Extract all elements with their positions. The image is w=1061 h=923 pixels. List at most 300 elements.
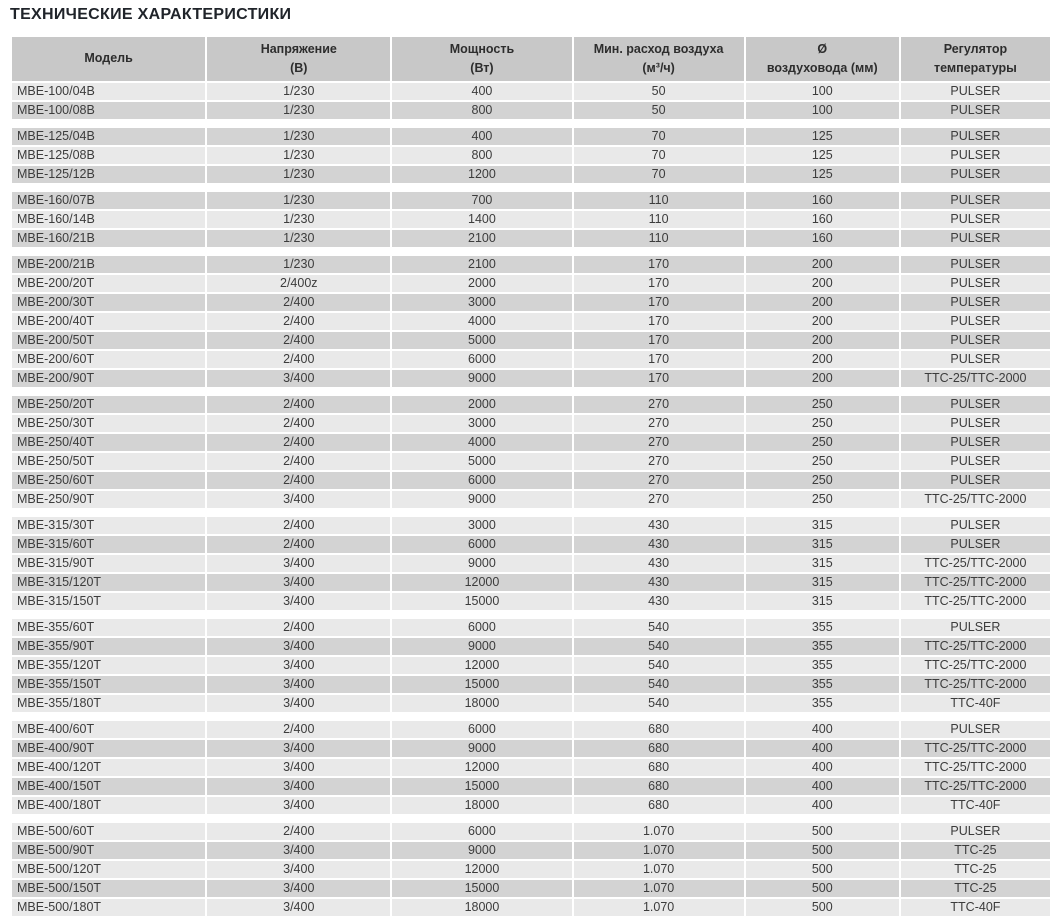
airflow-cell: 540 xyxy=(574,619,744,636)
group-separator xyxy=(12,612,1050,617)
table-row xyxy=(12,434,1050,451)
power-cell: 1400 xyxy=(392,211,571,228)
power-cell: 700 xyxy=(392,192,571,209)
power-cell: 12000 xyxy=(392,657,571,674)
airflow-cell: 430 xyxy=(574,517,744,534)
model-cell: MBE-355/120T xyxy=(12,657,205,674)
model-cell: MBE-200/60T xyxy=(12,351,205,368)
airflow-cell: 430 xyxy=(574,574,744,591)
power-cell: 15000 xyxy=(392,778,571,795)
table-row xyxy=(12,842,1050,859)
table-row xyxy=(12,491,1050,508)
table-row xyxy=(12,619,1050,636)
table-row xyxy=(12,396,1050,413)
airflow-cell: 1.070 xyxy=(574,823,744,840)
voltage-cell: 1/230 xyxy=(207,256,390,273)
group-separator xyxy=(12,249,1050,254)
table-row xyxy=(12,778,1050,795)
power-cell: 12000 xyxy=(392,574,571,591)
power-cell: 6000 xyxy=(392,823,571,840)
model-cell: MBE-125/04B xyxy=(12,128,205,145)
model-cell: MBE-200/30T xyxy=(12,294,205,311)
power-cell: 15000 xyxy=(392,880,571,897)
table-row xyxy=(12,759,1050,776)
duct-diameter-cell: 500 xyxy=(746,899,899,916)
duct-diameter-cell: 315 xyxy=(746,574,899,591)
group-separator-cell xyxy=(12,510,1050,515)
airflow-cell: 540 xyxy=(574,676,744,693)
duct-diameter-cell: 355 xyxy=(746,638,899,655)
model-cell: MBE-315/150T xyxy=(12,593,205,610)
model-cell: MBE-200/20T xyxy=(12,275,205,292)
voltage-cell: 2/400 xyxy=(207,721,390,738)
temp-regulator-cell: PULSER xyxy=(901,517,1050,534)
duct-diameter-cell: 200 xyxy=(746,313,899,330)
temp-regulator-cell: PULSER xyxy=(901,275,1050,292)
temp-regulator-cell: TTC-25 xyxy=(901,880,1050,897)
temp-regulator-cell: TTC-25/TTC-2000 xyxy=(901,759,1050,776)
duct-diameter-cell: 125 xyxy=(746,128,899,145)
voltage-cell: 2/400 xyxy=(207,823,390,840)
model-cell: MBE-500/90T xyxy=(12,842,205,859)
table-row xyxy=(12,370,1050,387)
model-cell: MBE-160/07B xyxy=(12,192,205,209)
voltage-cell: 3/400 xyxy=(207,676,390,693)
temp-regulator-cell: PULSER xyxy=(901,434,1050,451)
model-cell: MBE-200/21B xyxy=(12,256,205,273)
temp-regulator-cell: PULSER xyxy=(901,83,1050,100)
temp-regulator-cell: TTC-25 xyxy=(901,842,1050,859)
power-cell: 12000 xyxy=(392,759,571,776)
temp-regulator-cell: TTC-25 xyxy=(901,861,1050,878)
power-cell: 9000 xyxy=(392,740,571,757)
power-cell: 18000 xyxy=(392,899,571,916)
duct-diameter-cell: 100 xyxy=(746,102,899,119)
temp-regulator-cell: PULSER xyxy=(901,166,1050,183)
voltage-cell: 3/400 xyxy=(207,695,390,712)
duct-diameter-cell: 400 xyxy=(746,778,899,795)
airflow-cell: 270 xyxy=(574,396,744,413)
duct-diameter-cell: 250 xyxy=(746,453,899,470)
model-cell: MBE-160/14B xyxy=(12,211,205,228)
temp-regulator-cell: PULSER xyxy=(901,128,1050,145)
power-cell: 800 xyxy=(392,102,571,119)
table-body xyxy=(12,83,1050,916)
airflow-cell: 170 xyxy=(574,294,744,311)
airflow-cell: 680 xyxy=(574,797,744,814)
power-cell: 2100 xyxy=(392,256,571,273)
group-separator-cell xyxy=(12,249,1050,254)
airflow-cell: 270 xyxy=(574,472,744,489)
model-cell: MBE-400/150T xyxy=(12,778,205,795)
voltage-cell: 3/400 xyxy=(207,797,390,814)
power-cell: 9000 xyxy=(392,555,571,572)
voltage-cell: 1/230 xyxy=(207,230,390,247)
table-row xyxy=(12,880,1050,897)
power-cell: 12000 xyxy=(392,861,571,878)
temp-regulator-cell: PULSER xyxy=(901,453,1050,470)
duct-diameter-cell: 500 xyxy=(746,823,899,840)
power-cell: 800 xyxy=(392,147,571,164)
temp-regulator-cell: TTC-25/TTC-2000 xyxy=(901,740,1050,757)
model-cell: MBE-250/90T xyxy=(12,491,205,508)
duct-diameter-cell: 500 xyxy=(746,880,899,897)
model-cell: MBE-355/150T xyxy=(12,676,205,693)
table-row xyxy=(12,899,1050,916)
airflow-cell: 1.070 xyxy=(574,899,744,916)
power-cell: 400 xyxy=(392,83,571,100)
power-cell: 2100 xyxy=(392,230,571,247)
page-title: ТЕХНИЧЕСКИЕ ХАРАКТЕРИСТИКИ xyxy=(10,6,292,23)
power-cell: 18000 xyxy=(392,695,571,712)
temp-regulator-cell: TTC-25/TTC-2000 xyxy=(901,491,1050,508)
duct-diameter-cell: 200 xyxy=(746,351,899,368)
voltage-cell: 3/400 xyxy=(207,574,390,591)
group-separator-cell xyxy=(12,185,1050,190)
temp-regulator-cell: TTC-25/TTC-2000 xyxy=(901,676,1050,693)
model-cell: MBE-200/50T xyxy=(12,332,205,349)
temp-regulator-cell: TTC-25/TTC-2000 xyxy=(901,574,1050,591)
voltage-cell: 3/400 xyxy=(207,861,390,878)
power-cell: 6000 xyxy=(392,619,571,636)
model-cell: MBE-250/60T xyxy=(12,472,205,489)
airflow-cell: 110 xyxy=(574,211,744,228)
temp-regulator-cell: TTC-25/TTC-2000 xyxy=(901,555,1050,572)
table-row xyxy=(12,823,1050,840)
group-separator xyxy=(12,714,1050,719)
model-cell: MBE-250/50T xyxy=(12,453,205,470)
duct-diameter-cell: 400 xyxy=(746,797,899,814)
group-separator-cell xyxy=(12,612,1050,617)
airflow-cell: 110 xyxy=(574,192,744,209)
table-row xyxy=(12,351,1050,368)
power-cell: 1200 xyxy=(392,166,571,183)
power-cell: 5000 xyxy=(392,332,571,349)
temp-regulator-cell: TTC-40F xyxy=(901,797,1050,814)
temp-regulator-cell: PULSER xyxy=(901,102,1050,119)
duct-diameter-cell: 200 xyxy=(746,294,899,311)
temp-regulator-cell: PULSER xyxy=(901,147,1050,164)
duct-diameter-cell: 315 xyxy=(746,593,899,610)
power-cell: 6000 xyxy=(392,351,571,368)
temp-regulator-cell: PULSER xyxy=(901,472,1050,489)
duct-diameter-cell: 125 xyxy=(746,166,899,183)
duct-diameter-cell: 315 xyxy=(746,555,899,572)
airflow-cell: 170 xyxy=(574,275,744,292)
table-row xyxy=(12,128,1050,145)
airflow-cell: 50 xyxy=(574,102,744,119)
temp-regulator-cell: TTC-40F xyxy=(901,695,1050,712)
model-cell: MBE-355/90T xyxy=(12,638,205,655)
airflow-cell: 170 xyxy=(574,332,744,349)
duct-diameter-cell: 355 xyxy=(746,657,899,674)
power-cell: 9000 xyxy=(392,638,571,655)
model-cell: MBE-250/30T xyxy=(12,415,205,432)
voltage-cell: 2/400 xyxy=(207,294,390,311)
duct-diameter-cell: 355 xyxy=(746,619,899,636)
group-separator xyxy=(12,816,1050,821)
model-cell: MBE-315/30T xyxy=(12,517,205,534)
duct-diameter-cell: 500 xyxy=(746,842,899,859)
voltage-cell: 2/400 xyxy=(207,332,390,349)
table-row xyxy=(12,797,1050,814)
temp-regulator-cell: PULSER xyxy=(901,396,1050,413)
model-cell: MBE-355/60T xyxy=(12,619,205,636)
voltage-cell: 2/400 xyxy=(207,434,390,451)
col-header-min-airflow: Мин. расход воздуха (м³/ч) xyxy=(574,37,744,81)
col-header-power: Мощность (Вт) xyxy=(392,37,571,81)
voltage-cell: 3/400 xyxy=(207,555,390,572)
voltage-cell: 3/400 xyxy=(207,759,390,776)
duct-diameter-cell: 200 xyxy=(746,332,899,349)
table-row xyxy=(12,657,1050,674)
airflow-cell: 540 xyxy=(574,657,744,674)
power-cell: 5000 xyxy=(392,453,571,470)
table-row xyxy=(12,453,1050,470)
airflow-cell: 1.070 xyxy=(574,842,744,859)
temp-regulator-cell: PULSER xyxy=(901,721,1050,738)
voltage-cell: 3/400 xyxy=(207,880,390,897)
table-row xyxy=(12,166,1050,183)
airflow-cell: 430 xyxy=(574,536,744,553)
airflow-cell: 270 xyxy=(574,434,744,451)
model-cell: MBE-315/90T xyxy=(12,555,205,572)
power-cell: 4000 xyxy=(392,434,571,451)
table-row xyxy=(12,332,1050,349)
airflow-cell: 270 xyxy=(574,453,744,470)
model-cell: MBE-250/40T xyxy=(12,434,205,451)
voltage-cell: 1/230 xyxy=(207,211,390,228)
airflow-cell: 680 xyxy=(574,721,744,738)
voltage-cell: 3/400 xyxy=(207,593,390,610)
duct-diameter-cell: 400 xyxy=(746,740,899,757)
model-cell: MBE-500/150T xyxy=(12,880,205,897)
power-cell: 6000 xyxy=(392,472,571,489)
duct-diameter-cell: 500 xyxy=(746,861,899,878)
duct-diameter-cell: 200 xyxy=(746,256,899,273)
col-header-duct-diameter: Ø воздуховода (мм) xyxy=(746,37,899,81)
voltage-cell: 1/230 xyxy=(207,166,390,183)
voltage-cell: 2/400 xyxy=(207,313,390,330)
temp-regulator-cell: PULSER xyxy=(901,211,1050,228)
voltage-cell: 1/230 xyxy=(207,83,390,100)
airflow-cell: 1.070 xyxy=(574,880,744,897)
airflow-cell: 70 xyxy=(574,147,744,164)
table-row xyxy=(12,536,1050,553)
temp-regulator-cell: PULSER xyxy=(901,332,1050,349)
voltage-cell: 3/400 xyxy=(207,899,390,916)
header-row xyxy=(12,37,1050,81)
duct-diameter-cell: 250 xyxy=(746,415,899,432)
temp-regulator-cell: TTC-25/TTC-2000 xyxy=(901,778,1050,795)
power-cell: 18000 xyxy=(392,797,571,814)
duct-diameter-cell: 315 xyxy=(746,536,899,553)
duct-diameter-cell: 250 xyxy=(746,396,899,413)
table-row xyxy=(12,415,1050,432)
table-row xyxy=(12,517,1050,534)
voltage-cell: 1/230 xyxy=(207,192,390,209)
voltage-cell: 2/400 xyxy=(207,351,390,368)
table-row xyxy=(12,638,1050,655)
voltage-cell: 3/400 xyxy=(207,842,390,859)
power-cell: 3000 xyxy=(392,517,571,534)
model-cell: MBE-500/60T xyxy=(12,823,205,840)
model-cell: MBE-400/180T xyxy=(12,797,205,814)
model-cell: MBE-315/120T xyxy=(12,574,205,591)
model-cell: MBE-400/90T xyxy=(12,740,205,757)
voltage-cell: 3/400 xyxy=(207,491,390,508)
voltage-cell: 2/400z xyxy=(207,275,390,292)
model-cell: MBE-100/08B xyxy=(12,102,205,119)
voltage-cell: 1/230 xyxy=(207,102,390,119)
temp-regulator-cell: PULSER xyxy=(901,415,1050,432)
power-cell: 9000 xyxy=(392,842,571,859)
duct-diameter-cell: 400 xyxy=(746,759,899,776)
power-cell: 9000 xyxy=(392,491,571,508)
airflow-cell: 70 xyxy=(574,128,744,145)
group-separator-cell xyxy=(12,389,1050,394)
table-row xyxy=(12,695,1050,712)
voltage-cell: 2/400 xyxy=(207,517,390,534)
airflow-cell: 680 xyxy=(574,759,744,776)
temp-regulator-cell: PULSER xyxy=(901,313,1050,330)
table-row xyxy=(12,555,1050,572)
temp-regulator-cell: TTC-25/TTC-2000 xyxy=(901,657,1050,674)
temp-regulator-cell: PULSER xyxy=(901,823,1050,840)
table-row xyxy=(12,230,1050,247)
model-cell: MBE-160/21B xyxy=(12,230,205,247)
table-row xyxy=(12,256,1050,273)
col-header-voltage: Напряжение (В) xyxy=(207,37,390,81)
group-separator-cell xyxy=(12,816,1050,821)
voltage-cell: 3/400 xyxy=(207,370,390,387)
duct-diameter-cell: 160 xyxy=(746,230,899,247)
duct-diameter-cell: 200 xyxy=(746,275,899,292)
duct-diameter-cell: 315 xyxy=(746,517,899,534)
voltage-cell: 2/400 xyxy=(207,619,390,636)
power-cell: 400 xyxy=(392,128,571,145)
voltage-cell: 2/400 xyxy=(207,415,390,432)
airflow-cell: 70 xyxy=(574,166,744,183)
temp-regulator-cell: PULSER xyxy=(901,351,1050,368)
group-separator xyxy=(12,510,1050,515)
table-row xyxy=(12,294,1050,311)
group-separator xyxy=(12,185,1050,190)
voltage-cell: 3/400 xyxy=(207,740,390,757)
duct-diameter-cell: 250 xyxy=(746,472,899,489)
temp-regulator-cell: PULSER xyxy=(901,294,1050,311)
technical-specs-table xyxy=(10,35,1052,918)
col-header-temp-regulator: Регулятор температуры xyxy=(901,37,1050,81)
temp-regulator-cell: PULSER xyxy=(901,536,1050,553)
airflow-cell: 540 xyxy=(574,695,744,712)
table-row xyxy=(12,593,1050,610)
duct-diameter-cell: 355 xyxy=(746,676,899,693)
voltage-cell: 3/400 xyxy=(207,657,390,674)
voltage-cell: 2/400 xyxy=(207,536,390,553)
temp-regulator-cell: PULSER xyxy=(901,256,1050,273)
table-row xyxy=(12,861,1050,878)
temp-regulator-cell: PULSER xyxy=(901,230,1050,247)
model-cell: MBE-400/60T xyxy=(12,721,205,738)
duct-diameter-cell: 400 xyxy=(746,721,899,738)
table-row xyxy=(12,83,1050,100)
power-cell: 3000 xyxy=(392,294,571,311)
model-cell: MBE-500/120T xyxy=(12,861,205,878)
table-row xyxy=(12,676,1050,693)
model-cell: MBE-200/40T xyxy=(12,313,205,330)
airflow-cell: 170 xyxy=(574,313,744,330)
table-row xyxy=(12,147,1050,164)
power-cell: 2000 xyxy=(392,275,571,292)
model-cell: MBE-200/90T xyxy=(12,370,205,387)
airflow-cell: 170 xyxy=(574,370,744,387)
airflow-cell: 270 xyxy=(574,415,744,432)
temp-regulator-cell: TTC-25/TTC-2000 xyxy=(901,370,1050,387)
airflow-cell: 170 xyxy=(574,351,744,368)
col-header-model: Модель xyxy=(12,37,205,81)
temp-regulator-cell: PULSER xyxy=(901,192,1050,209)
temp-regulator-cell: TTC-40F xyxy=(901,899,1050,916)
table-row xyxy=(12,574,1050,591)
duct-diameter-cell: 160 xyxy=(746,211,899,228)
model-cell: MBE-250/20T xyxy=(12,396,205,413)
voltage-cell: 2/400 xyxy=(207,472,390,489)
group-separator-cell xyxy=(12,714,1050,719)
power-cell: 6000 xyxy=(392,536,571,553)
power-cell: 3000 xyxy=(392,415,571,432)
airflow-cell: 540 xyxy=(574,638,744,655)
airflow-cell: 1.070 xyxy=(574,861,744,878)
duct-diameter-cell: 355 xyxy=(746,695,899,712)
model-cell: MBE-400/120T xyxy=(12,759,205,776)
voltage-cell: 1/230 xyxy=(207,128,390,145)
duct-diameter-cell: 100 xyxy=(746,83,899,100)
table-header xyxy=(12,37,1050,81)
voltage-cell: 3/400 xyxy=(207,778,390,795)
voltage-cell: 2/400 xyxy=(207,396,390,413)
model-cell: MBE-100/04B xyxy=(12,83,205,100)
table-row xyxy=(12,192,1050,209)
table-row xyxy=(12,740,1050,757)
table-row xyxy=(12,211,1050,228)
temp-regulator-cell: TTC-25/TTC-2000 xyxy=(901,638,1050,655)
power-cell: 9000 xyxy=(392,370,571,387)
airflow-cell: 680 xyxy=(574,740,744,757)
voltage-cell: 2/400 xyxy=(207,453,390,470)
power-cell: 15000 xyxy=(392,593,571,610)
model-cell: MBE-125/12B xyxy=(12,166,205,183)
duct-diameter-cell: 250 xyxy=(746,491,899,508)
table-row xyxy=(12,275,1050,292)
power-cell: 4000 xyxy=(392,313,571,330)
table-row xyxy=(12,102,1050,119)
airflow-cell: 270 xyxy=(574,491,744,508)
power-cell: 6000 xyxy=(392,721,571,738)
temp-regulator-cell: TTC-25/TTC-2000 xyxy=(901,593,1050,610)
airflow-cell: 680 xyxy=(574,778,744,795)
duct-diameter-cell: 160 xyxy=(746,192,899,209)
voltage-cell: 3/400 xyxy=(207,638,390,655)
airflow-cell: 50 xyxy=(574,83,744,100)
model-cell: MBE-355/180T xyxy=(12,695,205,712)
duct-diameter-cell: 200 xyxy=(746,370,899,387)
model-cell: MBE-500/180T xyxy=(12,899,205,916)
table-row xyxy=(12,472,1050,489)
airflow-cell: 110 xyxy=(574,230,744,247)
table-row xyxy=(12,313,1050,330)
power-cell: 15000 xyxy=(392,676,571,693)
